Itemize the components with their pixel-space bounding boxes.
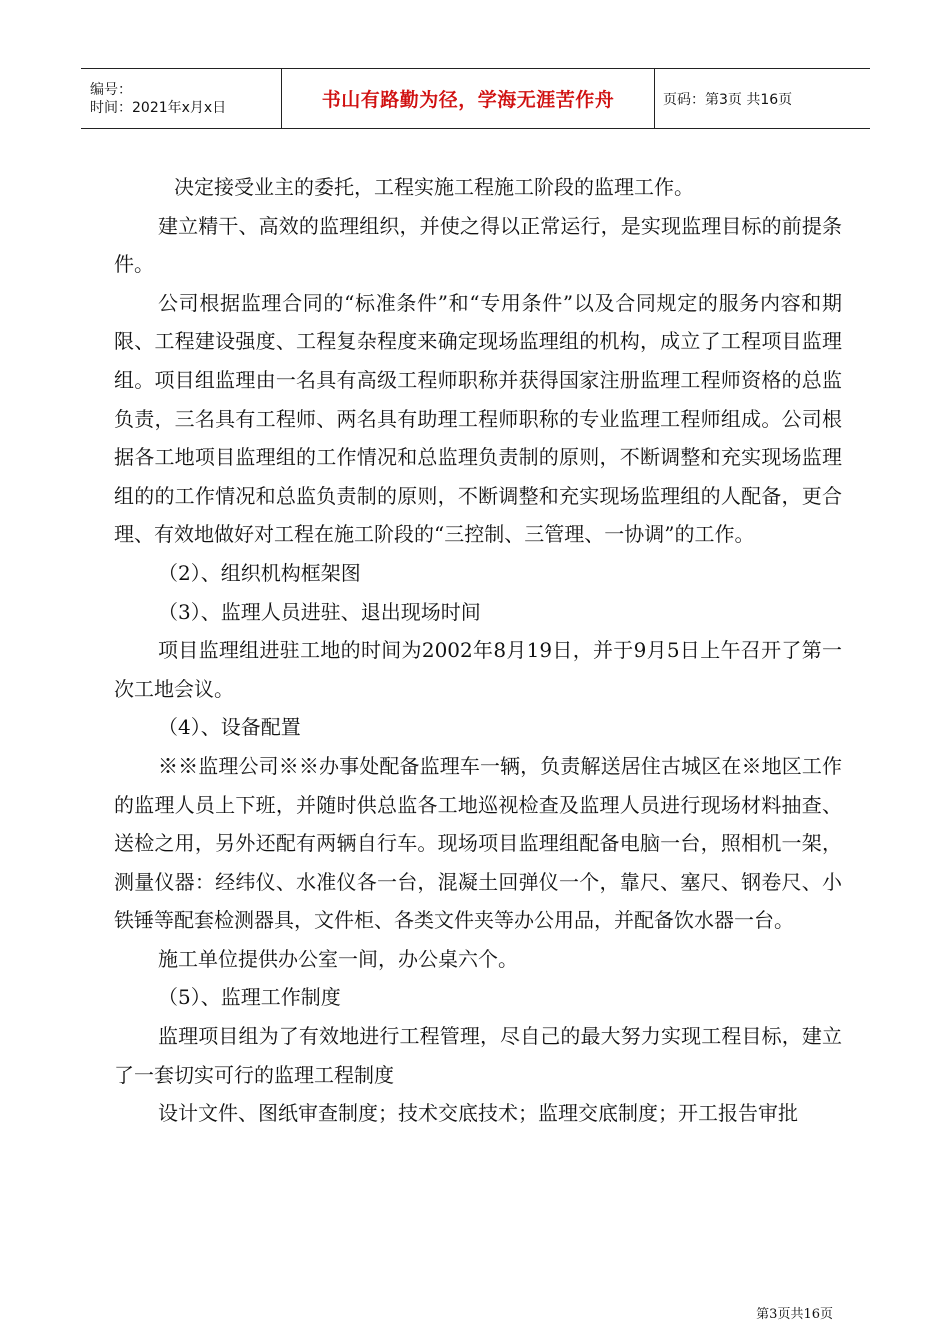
document-body — [114, 168, 842, 1133]
paragraph: 监理项目组为了有效地进行工程管理，尽自己的最大努力实现工程目标，建立了一套切实可行的监理工程制度 — [114, 1024, 842, 1087]
paragraph: ※※监理公司※※办事处配备监理车一辆，负责解送居住古城区在※地区工作的监理人员上下班，并随时供总监各工地巡视检查及监理人员进行现场材料抽查、送检之用，另外还配有两辆自行车。现场项目监理组配备电脑一台，照相机一架，测量仪器：经纬仪、水准仪各一台，混凝土回弹仪一个，靠尺、塞尺、钢卷尺、小铁锤等配套检测器具，文件柜、各类文件夹等办公用品，并配备饮水器一台。 — [114, 753, 842, 933]
paragraph: 公司根据监理合同的“标准条件”和“专用条件”以及合同规定的服务内容和期限、工程建设强度、工程复杂程度来确定现场监理组的机构，成立了工程项目监理组。项目组监理由一名具有高级工程师职称并获得国家注册监理工程师资格的总监负责，三名具有工程师、两名具有助理工程师职称的专业监理工程师组成。公司根据各工地项目监理组的工作情况和总监理负责制的原则，不断调整和充实现场监理组的的工作情况和总监负责制的原则，不断调整和充实现场监理组的人配备，更合理、有效地做好对工程在施工阶段的“三控制、三管理、一协调”的工作。 — [114, 290, 842, 547]
paragraph: 项目监理组进驻工地的时间为2002年8月19日，并于9月5日上午召开了第一次工地会议。 — [114, 638, 842, 701]
page-header — [81, 68, 870, 129]
page-footer — [756, 1306, 833, 1324]
section-heading: （3）、监理人员进驻、退出现场时间 — [158, 599, 481, 624]
header-slogan: 书山有路勤为径，学海无涯苦作舟 — [321, 89, 615, 111]
document-time: 时间：2021年x月x日 — [90, 99, 227, 116]
paragraph: 决定接受业主的委托，工程实施工程施工阶段的监理工作。 — [174, 175, 694, 199]
document-number-label: 编号： — [90, 81, 132, 98]
header-page-code: 页码：第3页 共16页 — [663, 91, 793, 108]
footer-page-indicator: 第3页共16页 — [756, 1307, 833, 1322]
section-heading: （2）、组织机构框架图 — [158, 560, 361, 585]
header-meta — [81, 69, 282, 128]
section-heading: （5）、监理工作制度 — [158, 985, 341, 1010]
section-heading: （4）、设备配置 — [158, 715, 301, 740]
header-page-cell — [655, 69, 870, 128]
header-slogan-cell — [282, 69, 655, 128]
paragraph: 建立精干、高效的监理组织，并使之得以正常运行，是实现监理目标的前提条件。 — [114, 213, 842, 277]
paragraph: 施工单位提供办公室一间，办公桌六个。 — [158, 946, 518, 971]
paragraph: 设计文件、图纸审查制度；技术交底技术；监理交底制度；开工报告审批 — [158, 1101, 798, 1126]
